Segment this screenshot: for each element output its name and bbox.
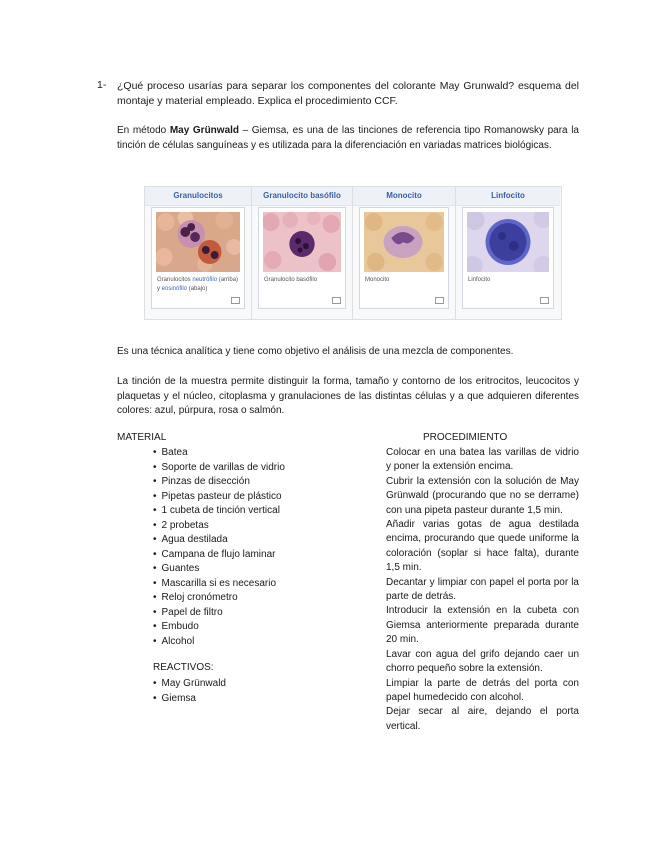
intro-prefix: En método bbox=[117, 125, 170, 136]
linfocito-image bbox=[467, 212, 549, 272]
enlarge-icon[interactable] bbox=[231, 297, 240, 304]
procedure-steps bbox=[386, 446, 579, 734]
list-item: • 2 probetas bbox=[153, 519, 285, 534]
cell-header: Monocito bbox=[353, 187, 455, 206]
cell-column-linfocito bbox=[456, 187, 560, 317]
cell-header: Granulocito basófilo bbox=[252, 187, 352, 206]
cell-caption-monocito: Monocito bbox=[365, 277, 390, 283]
staining-paragraph: La tinción de la muestra permite distinguir la forma, tamaño y contorno de los eritrocitos, leucocitos y plaquetas y el núcleo, citoplasma y granulaciones de las distintas células y a que adquieren diferentes colores: azul, púrpura, rosa o salmón. bbox=[117, 376, 579, 417]
list-item: • Guantes bbox=[153, 562, 285, 577]
procedure-step: Introducir la extensión en la cubeta con Giemsa anteriormente preparada durante 20 min. bbox=[386, 605, 579, 646]
cell-header: Linfocito bbox=[456, 187, 560, 206]
blood-cell-table bbox=[144, 186, 562, 320]
reactivos-heading: REACTIVOS: bbox=[153, 662, 214, 673]
technique-paragraph: Es una técnica analítica y tiene como objetivo el análisis de una mezcla de componentes. bbox=[117, 346, 514, 357]
monocito-image bbox=[364, 212, 444, 272]
procedure-step: Cubrir la extensión con la solución de May Grünwald (procurando que no se derrame) con una pipeta pasteur durante 1,5 min. bbox=[386, 475, 579, 516]
enlarge-icon[interactable] bbox=[332, 297, 341, 304]
procedure-step: Lavar con agua del grifo dejando caer un chorro pequeño sobre la extensión. bbox=[386, 648, 579, 675]
list-item: • Batea bbox=[153, 446, 285, 461]
list-item: • Alcohol bbox=[153, 635, 285, 650]
cell-header: Granulocitos bbox=[145, 187, 251, 206]
list-item: • Mascarilla si es necesario bbox=[153, 577, 285, 592]
cell-card bbox=[258, 207, 346, 309]
enlarge-icon[interactable] bbox=[435, 297, 444, 304]
list-item: • May Grünwald bbox=[153, 677, 226, 692]
procedure-step: Decantar y limpiar con papel el porta por la parte de detrás. bbox=[386, 576, 579, 603]
procedure-step: Dejar secar al aire, dejando el porta vertical. bbox=[386, 706, 579, 732]
list-item: • Agua destilada bbox=[153, 533, 285, 548]
cell-column-monocito bbox=[353, 187, 455, 317]
intro-rest: – Giemsa, es una de las tinciones de referencia tipo Romanowsky para la tinción de células sanguíneas y es utilizada para la diferenciación en variadas matrices biológicas. bbox=[117, 125, 579, 151]
list-item: • Papel de filtro bbox=[153, 606, 285, 621]
list-item: • 1 cubeta de tinción vertical bbox=[153, 504, 285, 519]
list-item: • Campana de flujo laminar bbox=[153, 548, 285, 563]
cell-card bbox=[151, 207, 245, 309]
list-item: • Pipetas pasteur de plástico bbox=[153, 490, 285, 505]
basofilo-image bbox=[263, 212, 341, 272]
intro-paragraph bbox=[117, 124, 579, 153]
enlarge-icon[interactable] bbox=[540, 297, 549, 304]
intro-bold-term: May Grünwald bbox=[169, 125, 240, 136]
list-item: • Soporte de varillas de vidrio bbox=[153, 461, 285, 476]
material-heading: MATERIAL bbox=[117, 432, 167, 443]
question-number: 1- bbox=[97, 79, 107, 91]
material-list bbox=[153, 446, 285, 649]
list-item: • Pinzas de disección bbox=[153, 475, 285, 490]
cell-caption-basofilo: Granulocito basófilo bbox=[264, 277, 318, 283]
list-item: • Embudo bbox=[153, 620, 285, 635]
cell-caption-linfocito: Linfocito bbox=[468, 277, 491, 283]
list-item: • Reloj cronómetro bbox=[153, 591, 285, 606]
procedure-step: Añadir varias gotas de agua destilada encima, procurando que quede uniforme la coloración (soplar si hace falta), durante 1,5 min. bbox=[386, 519, 579, 574]
cell-column-granulocitos bbox=[145, 187, 251, 317]
granulocitos-image bbox=[156, 212, 240, 272]
question-text: ¿Qué proceso usarías para separar los componentes del colorante May Grunwald? esquema del montaje y material empleado. Explica el procedimiento CCF. bbox=[117, 80, 579, 107]
cell-caption-granulocitos: Granulocitos neutrófilo (arriba) y eosinófilo (abajo) bbox=[157, 277, 239, 292]
eosinofilo-link[interactable]: eosinófilo bbox=[161, 286, 188, 292]
procedure-step: Limpiar la parte de detrás del porta con papel humedecido con alcohol. bbox=[386, 677, 579, 703]
procedure-step: Colocar en una batea las varillas de vidrio y poner la extensión encima. bbox=[386, 447, 579, 473]
cell-card bbox=[462, 207, 554, 309]
cell-card bbox=[359, 207, 449, 309]
cell-column-basofilo bbox=[252, 187, 352, 317]
list-item: • Giemsa bbox=[153, 692, 226, 707]
neutrofilo-link[interactable]: neutrófilo bbox=[192, 277, 218, 283]
reactivos-list bbox=[153, 677, 226, 706]
procedure-heading: PROCEDIMIENTO bbox=[423, 432, 508, 443]
